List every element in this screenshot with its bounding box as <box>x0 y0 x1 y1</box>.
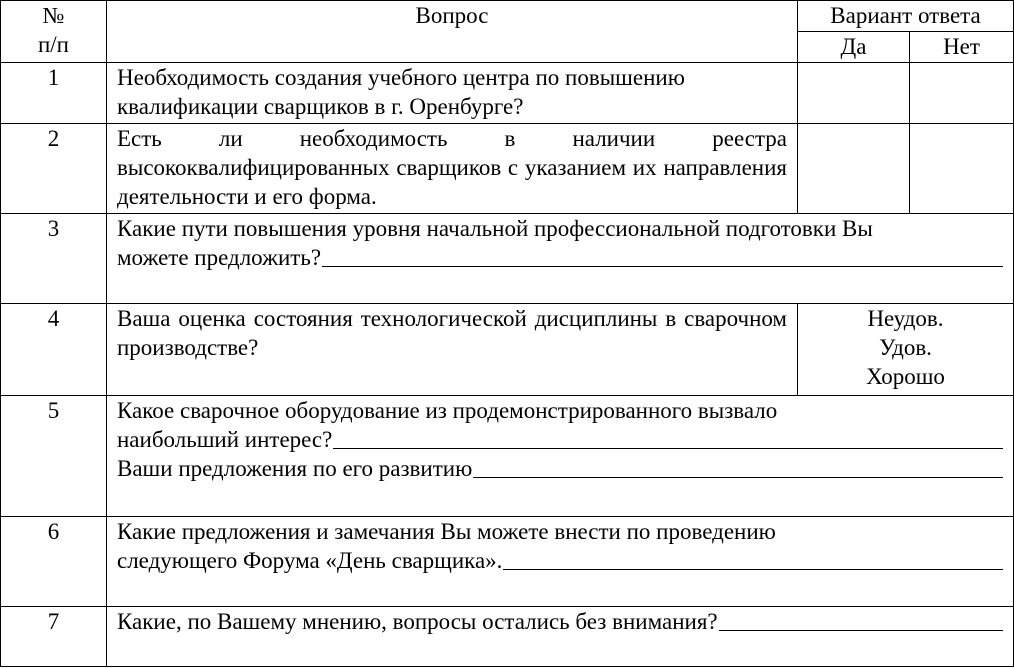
answer-variant-header: Вариант ответа <box>798 1 1014 32</box>
question-text-line <box>117 243 1003 272</box>
question-cell: Есть ли необходимость в наличии реестра высококвалифицированных сварщиков с указанием их направления деятельности и его форма. <box>107 124 798 214</box>
answer-blank-line[interactable] <box>473 477 1003 478</box>
row-number: 3 <box>1 214 107 304</box>
question-cell <box>107 607 1014 667</box>
answer-yes-cell[interactable] <box>798 124 910 214</box>
table-row <box>1 517 1014 607</box>
rating-option-good[interactable]: Хорошо <box>866 364 945 389</box>
number-column-header <box>1 1 107 63</box>
rating-options-cell <box>798 304 1014 396</box>
question-text: можете предложить? <box>117 245 322 270</box>
question-cell <box>107 517 1014 607</box>
question-column-header: Вопрос <box>107 1 798 63</box>
question-text: следующего Форума «День сварщика». <box>117 548 503 573</box>
question-cell <box>107 63 798 124</box>
question-text-line <box>117 454 1003 483</box>
table-row <box>1 304 1014 396</box>
question-cell <box>107 214 1014 304</box>
question-text: Какие, по Вашему мнению, вопросы остались без внимания? <box>117 609 718 634</box>
row-number: 7 <box>1 607 107 667</box>
answer-blank-line[interactable] <box>322 266 1003 267</box>
row-number: 2 <box>1 124 107 214</box>
header-row <box>1 1 1014 32</box>
row-number: 5 <box>1 396 107 517</box>
number-header-line2: п/п <box>37 32 69 57</box>
answer-yes-cell[interactable] <box>798 63 910 124</box>
table-row <box>1 214 1014 304</box>
answer-no-cell[interactable] <box>910 124 1014 214</box>
table-row <box>1 63 1014 124</box>
row-number: 1 <box>1 63 107 124</box>
number-header-line1: № <box>42 3 65 28</box>
question-cell <box>107 396 1014 517</box>
question-text-line <box>117 214 1003 243</box>
question-text-line <box>117 517 1003 546</box>
rating-option-satisfactory[interactable]: Удов. <box>879 335 932 360</box>
question-text: наибольший интерес? <box>117 427 333 452</box>
row-number: 4 <box>1 304 107 396</box>
table-row <box>1 124 1014 214</box>
question-text: Какие пути повышения уровня начальной профессиональной подготовки Вы <box>117 216 873 241</box>
row-number: 6 <box>1 517 107 607</box>
question-text-line <box>117 396 1003 425</box>
answer-no-cell[interactable] <box>910 63 1014 124</box>
table-row <box>1 607 1014 667</box>
no-column-header: Нет <box>910 32 1014 63</box>
rating-option-unsatisfactory[interactable]: Неудов. <box>867 306 944 331</box>
question-text: Какое сварочное оборудование из продемонстрированного вызвало <box>117 398 778 423</box>
question-text-line: квалификации сварщиков в г. Оренбурге? <box>117 94 524 119</box>
question-text-line <box>117 607 1003 636</box>
question-text: Ваши предложения по его развитию <box>117 456 473 481</box>
question-text: Какие предложения и замечания Вы можете внести по проведению <box>117 519 776 544</box>
yes-column-header: Да <box>798 32 910 63</box>
question-text-line <box>117 425 1003 454</box>
question-cell: Ваша оценка состояния технологической дисциплины в сварочном производстве? <box>107 304 798 396</box>
answer-blank-line[interactable] <box>333 448 1003 449</box>
answer-blank-line[interactable] <box>719 630 1003 631</box>
answer-blank-line[interactable] <box>503 569 1003 570</box>
table-row <box>1 396 1014 517</box>
question-text-line: Необходимость создания учебного центра по повышению <box>117 65 685 90</box>
question-text-line <box>117 546 1003 575</box>
